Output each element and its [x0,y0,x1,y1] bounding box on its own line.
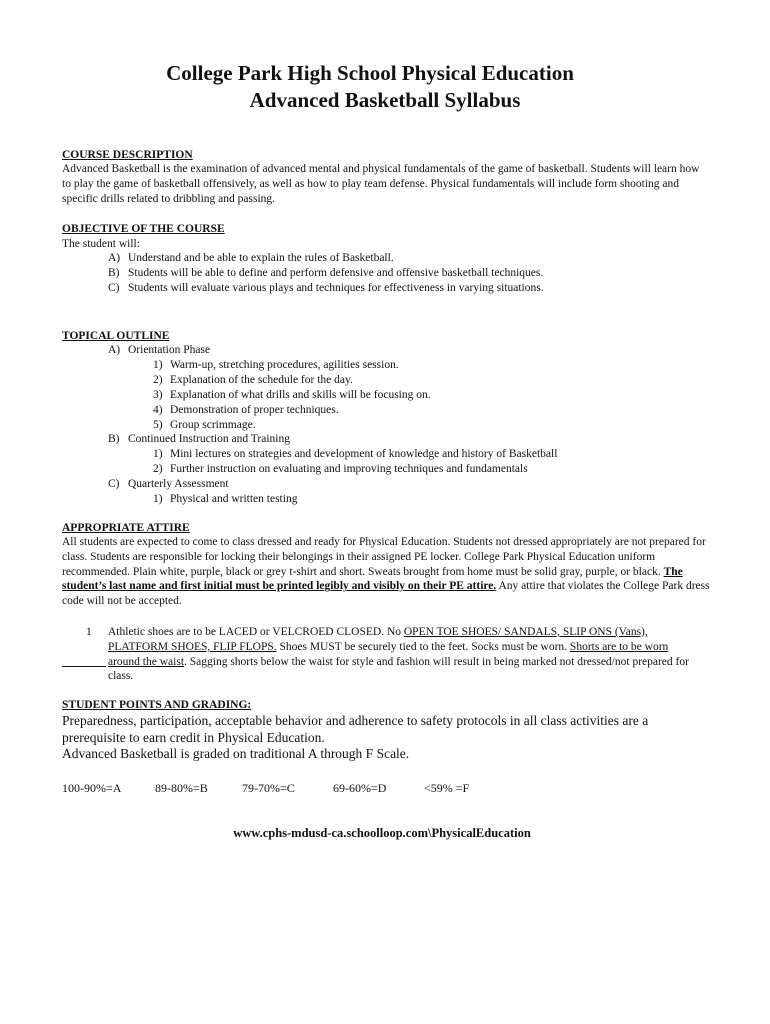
underline-rule [62,666,106,667]
objective-item [108,266,543,280]
outline-item-text: Warm-up, stretching procedures, agilities session. [170,359,399,371]
objective-item-text: Students will be able to define and perform defensive and offensive basketball techniques. [128,267,544,279]
attire-text-end: Any attire that violates the College Park dress code will not be accepted. [62,580,710,608]
grade-c: 79-70%=C [242,781,295,795]
outline-item-text: Explanation of the schedule for the day. [170,374,353,386]
outline-section-label: B) [108,433,120,445]
attire-text [62,535,712,609]
course-description-heading: COURSE DESCRIPTION [62,149,193,161]
outline-item-label: 3) [153,389,163,401]
objective-item-text: Students will evaluate various plays and techniques for effectiveness in varying situations. [128,282,544,294]
outline-item-label: 1) [153,493,163,505]
attire-name-requirement: The student’s last name and first initial must be printed legibly and visibly on their PE attire. [62,565,683,593]
outline-item [153,388,431,402]
outline-section [108,343,210,357]
outline-section-label: A) [108,344,121,356]
outline-item-text: Physical and written testing [170,493,298,505]
outline-item [153,403,339,417]
attire-heading: APPROPRIATE ATTIRE [62,522,190,534]
page-subtitle: Advanced Basketball Syllabus [249,88,521,112]
shoe-rule-text [108,625,698,684]
objective-item-label: A) [108,252,121,264]
outline-item [153,492,297,506]
course-description-text: Advanced Basketball is the examination of advanced mental and physical fundamentals of the game of basketball. Students will learn how to play the game of basketball offensively, as well as how to play team defense. Physical fundamentals will include form shooting and specific drills related to dribbling and passing. [62,163,700,205]
objective-item [108,251,394,265]
shoe-rule-banned-shoes: OPEN TOE SHOES/ SANDALS, SLIP ONS (Vans), PLATFORM SHOES, FLIP FLOPS. [108,626,648,653]
outline-item-text: Explanation of what drills and skills will be focusing on. [170,389,431,401]
grading-scale-note: Advanced Basketball is graded on traditional A through F Scale. [62,746,410,761]
outline-item-label: 1) [153,448,163,460]
outline-item-text: Further instruction on evaluating and improving techniques and fundamentals [170,463,528,475]
shoe-rule-shorts-waist: Shorts are to be worn around the waist [108,640,669,668]
objective-item [108,281,544,295]
objective-item-text: Understand and be able to explain the rules of Basketball. [128,252,394,264]
footer-url-text: www.cphs-mdusd-ca.schoolloop.com\PhysicalEducation [233,826,531,840]
objective-intro: The student will: [62,238,140,250]
grade-b: 89-80%=B [155,781,208,795]
outline-item-label: 5) [153,419,163,431]
outline-item-text: Mini lectures on strategies and development of knowledge and history of Basketball [170,448,558,460]
topical-outline-heading: TOPICAL OUTLINE [62,330,170,342]
shoe-rule-text-3: . Sagging shorts below the waist for style and fashion will result in being marked not dressed/not prepared for class. [108,655,689,683]
outline-section [108,477,229,491]
outline-item [153,462,528,476]
outline-item-label: 4) [153,404,163,416]
shoe-rule-text-1: Athletic shoes are to be LACED or VELCROED CLOSED. No [108,626,404,638]
outline-section-label: C) [108,478,120,490]
objective-item-label: B) [108,267,120,279]
outline-item [153,358,399,372]
page-title: College Park High School Physical Education [166,61,574,85]
objective-item-label: C) [108,282,120,294]
outline-section-title: Quarterly Assessment [128,478,229,490]
outline-section-title: Orientation Phase [128,344,211,356]
outline-section [108,432,290,446]
outline-item-label: 1) [153,359,163,371]
footer-url [0,825,770,841]
objective-heading: OBJECTIVE OF THE COURSE [62,223,225,235]
shoe-rule-text-2: Shoes MUST be securely tied to the feet. Socks must be worn. [276,640,570,653]
grade-d: 69-60%=D [333,781,387,795]
outline-item [153,373,353,387]
outline-item [153,447,557,461]
grading-heading: STUDENT POINTS AND GRADING: [62,699,252,711]
outline-item [153,418,256,432]
grade-f: <59% =F [424,781,470,795]
grading-prerequisite: Preparedness, participation, acceptable behavior and adherence to safety protocols in all class activities are a prerequisite to earn credit in Physical Education. [62,713,649,745]
outline-item-label: 2) [153,374,163,386]
outline-section-title: Continued Instruction and Training [128,433,290,445]
outline-item-text: Group scrimmage. [170,419,256,431]
grade-a: 100-90%=A [62,781,122,795]
outline-item-label: 2) [153,463,163,475]
attire-text-start: All students are expected to come to class dressed and ready for Physical Education. Students not dressed appropriately are not prepared for class. Students are responsible for locking their belongings in their assigned PE locker. College Park Physical Education uniform recommended. Plain white, purple, black or grey t-shirt and short. Sweats brought from home must be solid gray, purple, or black. [62,536,706,578]
shoe-rule-number: 1 [86,626,92,638]
outline-item-text: Demonstration of proper techniques. [170,404,339,416]
